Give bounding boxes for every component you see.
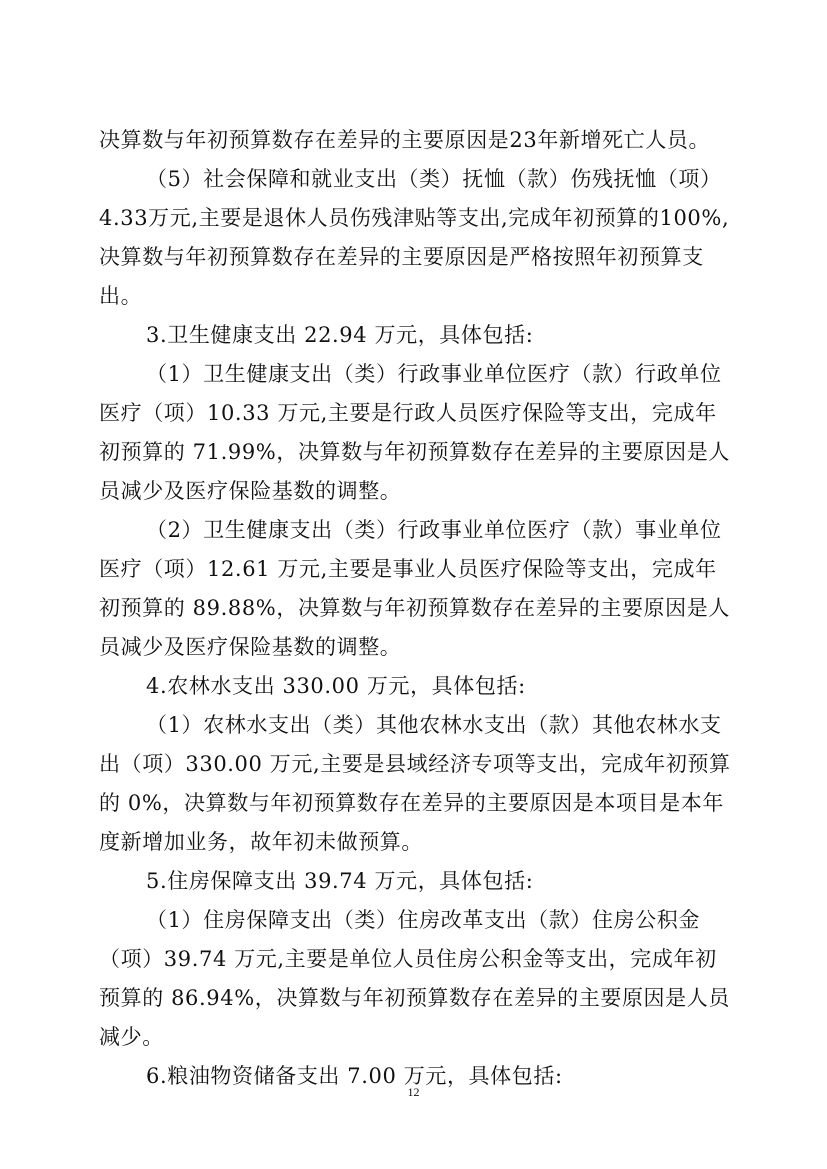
paragraph-line: （1）农林水支出（类）其他农林水支出（款）其他农林水支 — [146, 713, 722, 737]
paragraph-line: 出。 — [99, 284, 143, 308]
paragraph-line: 医疗（项）10.33 万元,主要是行政人员医疗保险等支出，完成年 — [99, 401, 717, 425]
section-heading: 5.住房保障支出 39.74 万元，具体包括: — [146, 869, 534, 893]
paragraph-line: 预算的 86.94%，决算数与年初预算数存在差异的主要原因是人员 — [99, 986, 730, 1010]
paragraph-line: 出（项）330.00 万元,主要是县域经济专项等支出，完成年初预算 — [99, 752, 731, 776]
paragraph-line: 的 0%，决算数与年初预算数存在差异的主要原因是本项目是本年 — [99, 791, 724, 815]
paragraph-line: （2）卫生健康支出（类）行政事业单位医疗（款）事业单位 — [146, 518, 722, 542]
paragraph-line: 医疗（项）12.61 万元,主要是事业人员医疗保险等支出，完成年 — [99, 557, 717, 581]
section-heading: 3.卫生健康支出 22.94 万元，具体包括: — [146, 323, 534, 347]
section-heading: 4.农林水支出 330.00 万元，具体包括: — [146, 674, 526, 698]
page-number: 12 — [407, 1085, 420, 1099]
paragraph-line: （1）卫生健康支出（类）行政事业单位医疗（款）行政单位 — [146, 362, 722, 386]
paragraph-line: 4.33万元,主要是退休人员伤残津贴等支出,完成年初预算的100%, — [99, 206, 730, 230]
paragraph-line: （5）社会保障和就业支出（类）抚恤（款）伤残抚恤（项） — [146, 167, 722, 191]
paragraph-line: 员减少及医疗保险基数的调整。 — [99, 479, 402, 503]
paragraph-line: 减少。 — [99, 1025, 164, 1049]
paragraph-line: 初预算的 71.99%，决算数与年初预算数存在差异的主要原因是人 — [99, 440, 730, 464]
paragraph-line: 决算数与年初预算数存在差异的主要原因是严格按照年初预算支 — [99, 245, 704, 269]
paragraph-line: 初预算的 89.88%，决算数与年初预算数存在差异的主要原因是人 — [99, 596, 730, 620]
paragraph-line: 员减少及医疗保险基数的调整。 — [99, 635, 402, 659]
section-heading: 6.粮油物资储备支出 7.00 万元，具体包括: — [146, 1064, 563, 1088]
paragraph-line: 度新增加业务，故年初未做预算。 — [99, 830, 423, 854]
paragraph-line: （项）39.74 万元,主要是单位人员住房公积金等支出，完成年初 — [99, 947, 717, 971]
paragraph-line: （1）住房保障支出（类）住房改革支出（款）住房公积金 — [146, 908, 700, 932]
paragraph-line: 决算数与年初预算数存在差异的主要原因是23年新增死亡人员。 — [99, 128, 711, 152]
